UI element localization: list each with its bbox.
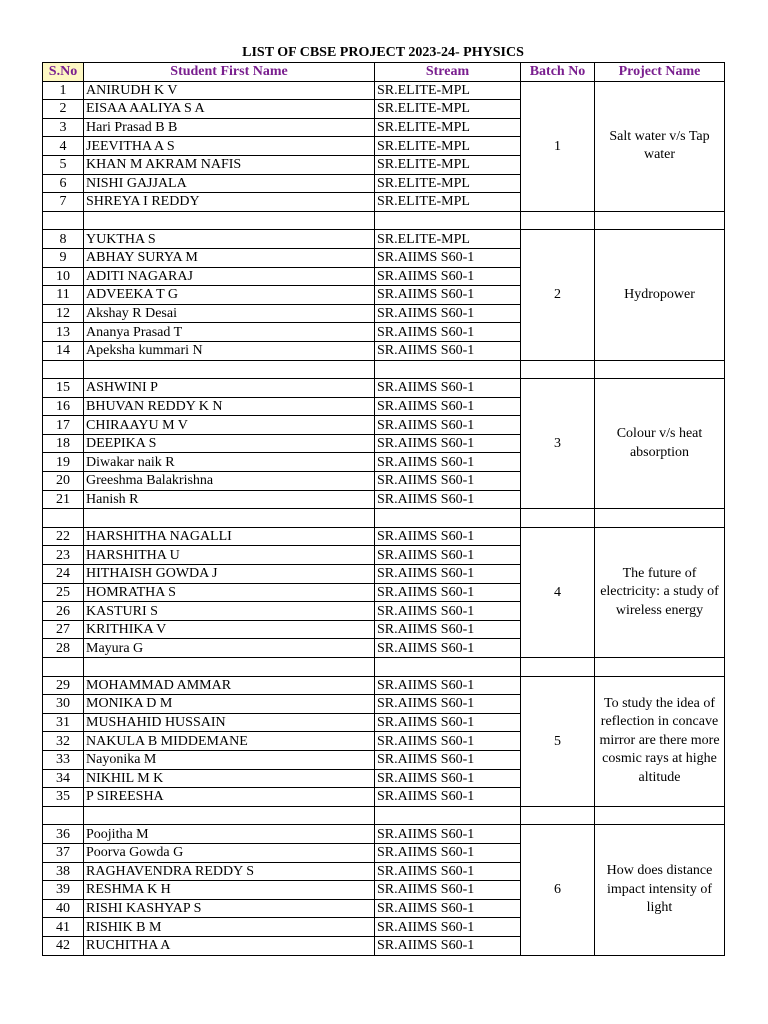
serial-number-cell: 20 bbox=[43, 472, 84, 491]
serial-number-cell: 35 bbox=[43, 788, 84, 807]
spacer-cell bbox=[43, 360, 84, 379]
stream-cell: SR.AIIMS S60-1 bbox=[375, 620, 521, 639]
batch-number-cell: 5 bbox=[521, 676, 595, 806]
student-name-cell: Apeksha kummari N bbox=[84, 341, 375, 360]
spacer-cell bbox=[595, 658, 725, 677]
serial-number-cell: 22 bbox=[43, 527, 84, 546]
spacer-cell bbox=[521, 806, 595, 825]
stream-cell: SR.AIIMS S60-1 bbox=[375, 713, 521, 732]
student-name-cell: Poorva Gowda G bbox=[84, 843, 375, 862]
student-name-cell: Mayura G bbox=[84, 639, 375, 658]
student-name-cell: NIKHIL M K bbox=[84, 769, 375, 788]
student-name-cell: P SIREESHA bbox=[84, 788, 375, 807]
student-name-cell: HITHAISH GOWDA J bbox=[84, 565, 375, 584]
stream-cell: SR.AIIMS S60-1 bbox=[375, 453, 521, 472]
header-stream: Stream bbox=[375, 63, 521, 82]
stream-cell: SR.ELITE-MPL bbox=[375, 230, 521, 249]
student-name-cell: Ananya Prasad T bbox=[84, 323, 375, 342]
spacer-cell bbox=[43, 658, 84, 677]
serial-number-cell: 8 bbox=[43, 230, 84, 249]
stream-cell: SR.ELITE-MPL bbox=[375, 100, 521, 119]
student-name-cell: ASHWINI P bbox=[84, 379, 375, 398]
table-row bbox=[43, 230, 725, 249]
batch-number-cell: 3 bbox=[521, 379, 595, 509]
stream-cell: SR.AIIMS S60-1 bbox=[375, 769, 521, 788]
serial-number-cell: 32 bbox=[43, 732, 84, 751]
stream-cell: SR.AIIMS S60-1 bbox=[375, 565, 521, 584]
spacer-cell bbox=[595, 211, 725, 230]
spacer-cell bbox=[375, 211, 521, 230]
stream-cell: SR.AIIMS S60-1 bbox=[375, 416, 521, 435]
spacer-row bbox=[43, 211, 725, 230]
project-table bbox=[42, 62, 725, 956]
student-name-cell: MOHAMMAD AMMAR bbox=[84, 676, 375, 695]
stream-cell: SR.AIIMS S60-1 bbox=[375, 676, 521, 695]
serial-number-cell: 4 bbox=[43, 137, 84, 156]
student-name-cell: CHIRAAYU M V bbox=[84, 416, 375, 435]
spacer-cell bbox=[595, 360, 725, 379]
stream-cell: SR.ELITE-MPL bbox=[375, 137, 521, 156]
stream-cell: SR.ELITE-MPL bbox=[375, 174, 521, 193]
student-name-cell: MUSHAHID HUSSAIN bbox=[84, 713, 375, 732]
stream-cell: SR.AIIMS S60-1 bbox=[375, 695, 521, 714]
student-name-cell: KASTURI S bbox=[84, 602, 375, 621]
student-name-cell: KRITHIKA V bbox=[84, 620, 375, 639]
serial-number-cell: 41 bbox=[43, 918, 84, 937]
serial-number-cell: 25 bbox=[43, 583, 84, 602]
stream-cell: SR.AIIMS S60-1 bbox=[375, 639, 521, 658]
spacer-cell bbox=[43, 509, 84, 528]
serial-number-cell: 15 bbox=[43, 379, 84, 398]
batch-number-cell: 2 bbox=[521, 230, 595, 360]
spacer-row bbox=[43, 509, 725, 528]
student-name-cell: KHAN M AKRAM NAFIS bbox=[84, 155, 375, 174]
stream-cell: SR.AIIMS S60-1 bbox=[375, 918, 521, 937]
student-name-cell: DEEPIKA S bbox=[84, 434, 375, 453]
stream-cell: SR.AIIMS S60-1 bbox=[375, 788, 521, 807]
student-name-cell: RISHI KASHYAP S bbox=[84, 899, 375, 918]
stream-cell: SR.AIIMS S60-1 bbox=[375, 341, 521, 360]
student-name-cell: Nayonika M bbox=[84, 750, 375, 769]
serial-number-cell: 18 bbox=[43, 434, 84, 453]
serial-number-cell: 36 bbox=[43, 825, 84, 844]
project-name-cell: To study the idea of reflection in concave mirror are there more cosmic rays at highe altitude bbox=[595, 676, 725, 806]
student-name-cell: EISAA AALIYA S A bbox=[84, 100, 375, 119]
serial-number-cell: 38 bbox=[43, 862, 84, 881]
student-name-cell: HARSHITHA NAGALLI bbox=[84, 527, 375, 546]
batch-number-cell: 4 bbox=[521, 527, 595, 657]
spacer-cell bbox=[84, 360, 375, 379]
student-name-cell: YUKTHA S bbox=[84, 230, 375, 249]
serial-number-cell: 2 bbox=[43, 100, 84, 119]
serial-number-cell: 3 bbox=[43, 118, 84, 137]
stream-cell: SR.AIIMS S60-1 bbox=[375, 304, 521, 323]
batch-number-cell: 6 bbox=[521, 825, 595, 955]
stream-cell: SR.AIIMS S60-1 bbox=[375, 546, 521, 565]
table-body bbox=[43, 81, 725, 955]
serial-number-cell: 39 bbox=[43, 881, 84, 900]
table-row bbox=[43, 527, 725, 546]
student-name-cell: Diwakar naik R bbox=[84, 453, 375, 472]
serial-number-cell: 10 bbox=[43, 267, 84, 286]
student-name-cell: MONIKA D M bbox=[84, 695, 375, 714]
table-row bbox=[43, 379, 725, 398]
serial-number-cell: 11 bbox=[43, 286, 84, 305]
stream-cell: SR.AIIMS S60-1 bbox=[375, 583, 521, 602]
student-name-cell: ANIRUDH K V bbox=[84, 81, 375, 100]
student-name-cell: Poojitha M bbox=[84, 825, 375, 844]
header-row bbox=[43, 63, 725, 82]
spacer-cell bbox=[375, 806, 521, 825]
serial-number-cell: 34 bbox=[43, 769, 84, 788]
serial-number-cell: 14 bbox=[43, 341, 84, 360]
header-project-name: Project Name bbox=[595, 63, 725, 82]
stream-cell: SR.AIIMS S60-1 bbox=[375, 472, 521, 491]
stream-cell: SR.AIIMS S60-1 bbox=[375, 379, 521, 398]
stream-cell: SR.AIIMS S60-1 bbox=[375, 248, 521, 267]
student-name-cell: ADVEEKA T G bbox=[84, 286, 375, 305]
project-name-cell: Colour v/s heat absorption bbox=[595, 379, 725, 509]
stream-cell: SR.AIIMS S60-1 bbox=[375, 732, 521, 751]
table-row bbox=[43, 676, 725, 695]
stream-cell: SR.ELITE-MPL bbox=[375, 118, 521, 137]
serial-number-cell: 7 bbox=[43, 193, 84, 212]
stream-cell: SR.AIIMS S60-1 bbox=[375, 862, 521, 881]
stream-cell: SR.AIIMS S60-1 bbox=[375, 323, 521, 342]
header-sno: S.No bbox=[43, 63, 84, 82]
serial-number-cell: 21 bbox=[43, 490, 84, 509]
stream-cell: SR.AIIMS S60-1 bbox=[375, 936, 521, 955]
table-row bbox=[43, 81, 725, 100]
stream-cell: SR.AIIMS S60-1 bbox=[375, 397, 521, 416]
spacer-cell bbox=[84, 509, 375, 528]
student-name-cell: Hanish R bbox=[84, 490, 375, 509]
spacer-cell bbox=[521, 509, 595, 528]
spacer-cell bbox=[84, 658, 375, 677]
spacer-cell bbox=[375, 360, 521, 379]
student-name-cell: Hari Prasad B B bbox=[84, 118, 375, 137]
stream-cell: SR.AIIMS S60-1 bbox=[375, 750, 521, 769]
serial-number-cell: 31 bbox=[43, 713, 84, 732]
student-name-cell: NAKULA B MIDDEMANE bbox=[84, 732, 375, 751]
serial-number-cell: 1 bbox=[43, 81, 84, 100]
student-name-cell: ADITI NAGARAJ bbox=[84, 267, 375, 286]
student-name-cell: RISHIK B M bbox=[84, 918, 375, 937]
serial-number-cell: 19 bbox=[43, 453, 84, 472]
student-name-cell: HARSHITHA U bbox=[84, 546, 375, 565]
project-name-cell: How does distance impact intensity of light bbox=[595, 825, 725, 955]
serial-number-cell: 26 bbox=[43, 602, 84, 621]
serial-number-cell: 12 bbox=[43, 304, 84, 323]
spacer-row bbox=[43, 360, 725, 379]
serial-number-cell: 33 bbox=[43, 750, 84, 769]
spacer-cell bbox=[43, 806, 84, 825]
student-name-cell: Greeshma Balakrishna bbox=[84, 472, 375, 491]
header-student-name: Student First Name bbox=[84, 63, 375, 82]
stream-cell: SR.AIIMS S60-1 bbox=[375, 843, 521, 862]
spacer-cell bbox=[84, 211, 375, 230]
header-batch-no: Batch No bbox=[521, 63, 595, 82]
stream-cell: SR.AIIMS S60-1 bbox=[375, 881, 521, 900]
spacer-cell bbox=[375, 509, 521, 528]
stream-cell: SR.AIIMS S60-1 bbox=[375, 527, 521, 546]
spacer-row bbox=[43, 658, 725, 677]
serial-number-cell: 40 bbox=[43, 899, 84, 918]
project-name-cell: Hydropower bbox=[595, 230, 725, 360]
spacer-cell bbox=[43, 211, 84, 230]
page-title: LIST OF CBSE PROJECT 2023-24- PHYSICS bbox=[242, 45, 524, 60]
stream-cell: SR.AIIMS S60-1 bbox=[375, 825, 521, 844]
project-name-cell: Salt water v/s Tap water bbox=[595, 81, 725, 211]
stream-cell: SR.ELITE-MPL bbox=[375, 81, 521, 100]
stream-cell: SR.AIIMS S60-1 bbox=[375, 899, 521, 918]
serial-number-cell: 30 bbox=[43, 695, 84, 714]
serial-number-cell: 27 bbox=[43, 620, 84, 639]
student-name-cell: RAGHAVENDRA REDDY S bbox=[84, 862, 375, 881]
student-name-cell: HOMRATHA S bbox=[84, 583, 375, 602]
spacer-row bbox=[43, 806, 725, 825]
serial-number-cell: 37 bbox=[43, 843, 84, 862]
spacer-cell bbox=[521, 211, 595, 230]
student-name-cell: Akshay R Desai bbox=[84, 304, 375, 323]
stream-cell: SR.ELITE-MPL bbox=[375, 155, 521, 174]
serial-number-cell: 13 bbox=[43, 323, 84, 342]
serial-number-cell: 29 bbox=[43, 676, 84, 695]
serial-number-cell: 24 bbox=[43, 565, 84, 584]
student-name-cell: JEEVITHA A S bbox=[84, 137, 375, 156]
stream-cell: SR.ELITE-MPL bbox=[375, 193, 521, 212]
serial-number-cell: 16 bbox=[43, 397, 84, 416]
student-name-cell: BHUVAN REDDY K N bbox=[84, 397, 375, 416]
stream-cell: SR.AIIMS S60-1 bbox=[375, 267, 521, 286]
spacer-cell bbox=[521, 360, 595, 379]
project-name-cell: The future of electricity: a study of wireless energy bbox=[595, 527, 725, 657]
batch-number-cell: 1 bbox=[521, 81, 595, 211]
serial-number-cell: 9 bbox=[43, 248, 84, 267]
spacer-cell bbox=[375, 658, 521, 677]
serial-number-cell: 17 bbox=[43, 416, 84, 435]
spacer-cell bbox=[595, 806, 725, 825]
spacer-cell bbox=[595, 509, 725, 528]
stream-cell: SR.AIIMS S60-1 bbox=[375, 286, 521, 305]
stream-cell: SR.AIIMS S60-1 bbox=[375, 602, 521, 621]
serial-number-cell: 23 bbox=[43, 546, 84, 565]
student-name-cell: ABHAY SURYA M bbox=[84, 248, 375, 267]
spacer-cell bbox=[84, 806, 375, 825]
serial-number-cell: 6 bbox=[43, 174, 84, 193]
student-name-cell: RESHMA K H bbox=[84, 881, 375, 900]
student-name-cell: NISHI GAJJALA bbox=[84, 174, 375, 193]
stream-cell: SR.AIIMS S60-1 bbox=[375, 434, 521, 453]
stream-cell: SR.AIIMS S60-1 bbox=[375, 490, 521, 509]
student-name-cell: RUCHITHA A bbox=[84, 936, 375, 955]
spacer-cell bbox=[521, 658, 595, 677]
serial-number-cell: 42 bbox=[43, 936, 84, 955]
serial-number-cell: 28 bbox=[43, 639, 84, 658]
serial-number-cell: 5 bbox=[43, 155, 84, 174]
table-row bbox=[43, 825, 725, 844]
student-name-cell: SHREYA I REDDY bbox=[84, 193, 375, 212]
